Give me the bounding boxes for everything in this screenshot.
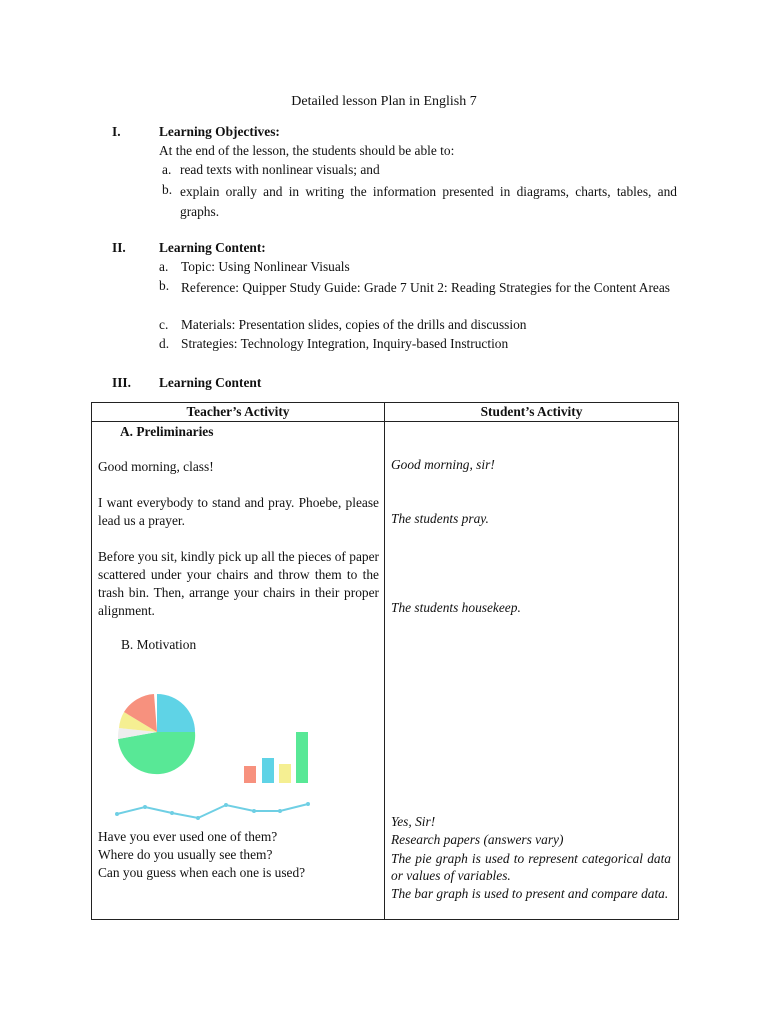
objectives-intro: At the end of the lesson, the students should be able to: (159, 143, 455, 158)
student-pie-answer: The pie graph is used to represent categorical data or values of variables. (391, 851, 671, 883)
section-numeral-content: II. (112, 240, 126, 255)
question-1: Have you ever used one of them? (98, 829, 278, 844)
objective-text-a: read texts with nonlinear visuals; and (180, 162, 380, 177)
student-pray: The students pray. (391, 511, 489, 526)
student-greeting: Good morning, sir! (391, 457, 495, 472)
bar-2 (262, 758, 274, 783)
bar-4 (296, 732, 308, 783)
pie-slice-cyan (157, 694, 195, 732)
student-activity-header: Student’s Activity (385, 403, 679, 422)
preliminaries-heading: A. Preliminaries (120, 424, 214, 439)
content-text-d: Strategies: Technology Integration, Inquiry-based Instruction (181, 336, 509, 351)
content-text-a: Topic: Using Nonlinear Visuals (181, 259, 350, 274)
objective-label-b: b. (162, 182, 173, 197)
pie-slice-green (118, 732, 195, 774)
teacher-activity-header: Teacher’s Activity (92, 403, 385, 422)
bar-3 (279, 764, 291, 783)
section-heading-content: Learning Content: (159, 240, 266, 255)
student-bar-answer: The bar graph is used to present and compare data. (391, 886, 669, 901)
content-label-b: b. (159, 278, 170, 293)
objective-text-b: explain orally and in writing the information presented in diagrams, charts, tables, and graphs. (180, 184, 677, 219)
activity-table (91, 402, 679, 920)
teacher-greeting: Good morning, class! (98, 459, 214, 474)
student-yes: Yes, Sir! (391, 814, 436, 829)
document-title: Detailed lesson Plan in English 7 (291, 94, 477, 109)
content-label-c: c. (159, 317, 169, 332)
section-heading-objectives: Learning Objectives: (159, 124, 280, 139)
student-research: Research papers (answers vary) (391, 832, 564, 847)
question-2: Where do you usually see them? (98, 847, 273, 862)
content-label-a: a. (159, 259, 169, 274)
content-text-c: Materials: Presentation slides, copies of the drills and discussion (181, 317, 527, 332)
table-header-row (92, 403, 679, 422)
bar-1 (244, 766, 256, 783)
teacher-housekeep: Before you sit, kindly pick up all the pieces of paper scattered under your chairs and throw them to the trash bin. Then, arrange your chairs in their proper alignment. (98, 549, 379, 618)
pie-chart-icon (118, 694, 195, 774)
nonlinear-visuals-illustration (112, 672, 317, 822)
section-numeral-content2: III. (112, 375, 131, 390)
table-row (92, 422, 679, 920)
student-housekeep: The students housekeep. (391, 600, 521, 615)
student-activity-cell (385, 422, 679, 920)
teacher-activity-cell (92, 422, 385, 920)
content-label-d: d. (159, 336, 170, 351)
content-text-b: Reference: Quipper Study Guide: Grade 7 Unit 2: Reading Strategies for the Content Areas (181, 280, 670, 295)
motivation-heading: B. Motivation (121, 637, 197, 652)
question-3: Can you guess when each one is used? (98, 865, 306, 880)
section-heading-content2: Learning Content (159, 375, 262, 390)
line-graph-icon (115, 802, 310, 820)
teacher-pray: I want everybody to stand and pray. Phoebe, please lead us a prayer. (98, 495, 379, 528)
bar-chart-icon (244, 732, 308, 783)
objective-label-a: a. (162, 162, 172, 177)
section-numeral-objectives: I. (112, 124, 121, 139)
